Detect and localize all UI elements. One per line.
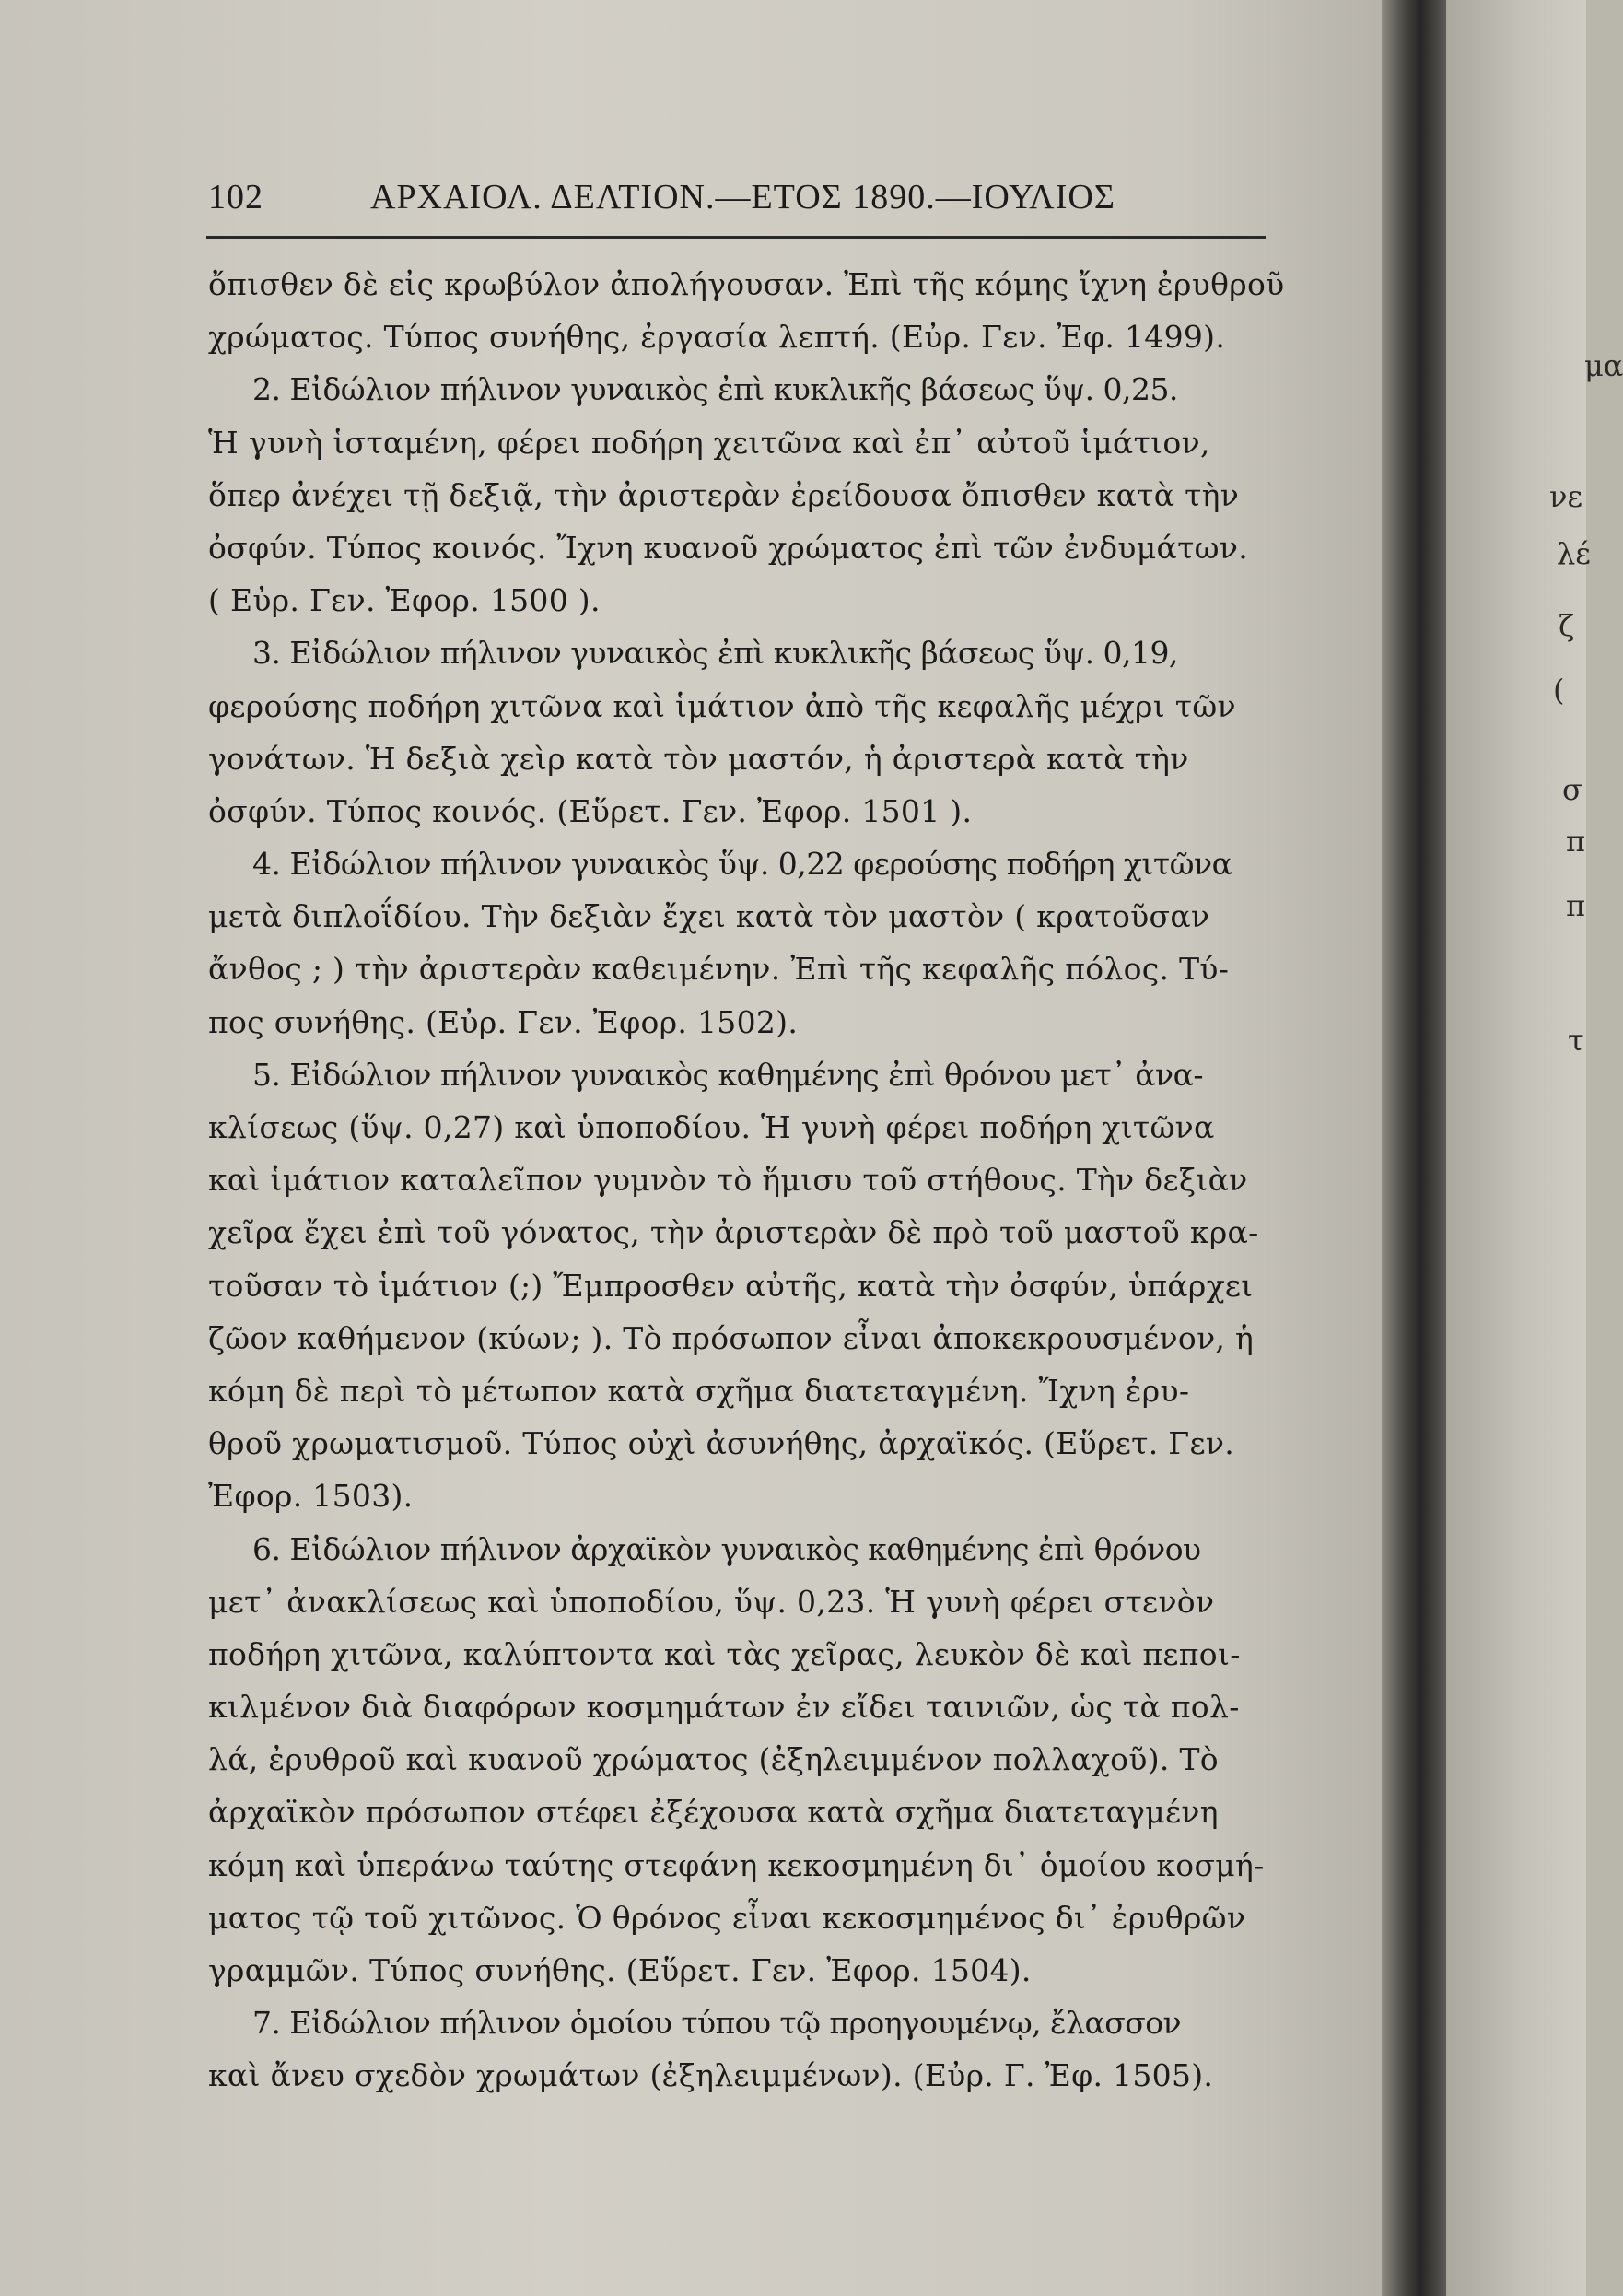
text-line: Ἡ γυνὴ ἱσταμένη, φέρει ποδήρη χειτῶνα καὶ ἐπ᾽ αὐτοῦ ἱμάτιον, xyxy=(208,424,1210,461)
page-body xyxy=(208,258,1295,2103)
entry-first-line: 5. Εἰδώλιον πήλινον γυναικὸς καθημένης ἐπὶ θρόνου μετ᾽ ἀνα- xyxy=(252,1056,1203,1093)
facing-page-fragment: μα xyxy=(1584,348,1623,383)
entry-first-line: 7. Εἰδώλιον πήλινον ὁμοίου τύπου τῷ προηγουμένῳ, ἔλασσον xyxy=(252,2005,1182,2042)
text-line: καὶ ἄνευ σχεδὸν χρωμάτων (ἐξηλειμμένων). (Εὐρ. Γ. Ἐφ. 1505). xyxy=(208,2057,1214,2094)
text-line: ματος τῷ τοῦ χιτῶνος. Ὁ θρόνος εἶναι κεκοσμημένος δι᾽ ἐρυθρῶν xyxy=(208,1899,1246,1936)
text-line: ( Εὐρ. Γεν. Ἐφορ. 1500 ). xyxy=(208,582,601,619)
text-line: ζῶον καθήμενον (κύων; ). Τὸ πρόσωπον εἶναι ἀποκεκρουσμένον, ἡ xyxy=(208,1319,1255,1356)
text-line: ποδήρη χιτῶνα, καλύπτοντα καὶ τὰς χεῖρας, λευκὸν δὲ καὶ πεποι- xyxy=(208,1635,1241,1672)
entry-first-line: 2. Εἰδώλιον πήλινον γυναικὸς ἐπὶ κυκλικῆς βάσεως ὕψ. 0,25. xyxy=(252,371,1178,408)
facing-page-fragment: π xyxy=(1566,824,1586,859)
facing-page-fragment: σ xyxy=(1562,772,1582,807)
facing-page-edge xyxy=(1446,0,1586,2296)
text-line: λά, ἐρυθροῦ καὶ κυανοῦ χρώματος (ἐξηλειμμένον πολλαχοῦ). Τὸ xyxy=(208,1741,1219,1778)
text-line: πος συνήθης. (Εὐρ. Γεν. Ἐφορ. 1502). xyxy=(208,1003,799,1040)
text-line: ἄνθος ; ) τὴν ἀριστερὰν καθειμένην. Ἐπὶ τῆς κεφαλῆς πόλος. Τύ- xyxy=(208,951,1230,988)
running-title: ΑΡΧΑΙΟΛ. ΔΕΛΤΙΟΝ.—ΕΤΟΣ 1890.—ΙΟΥΛΙΟΣ xyxy=(370,178,1115,217)
header-rule xyxy=(206,236,1266,239)
text-line: μετ᾽ ἀνακλίσεως καὶ ὑποποδίου, ὕψ. 0,23. Ἡ γυνὴ φέρει στενὸν xyxy=(208,1583,1215,1620)
book-gutter xyxy=(1382,0,1446,2296)
entry-first-line: 4. Εἰδώλιον πήλινον γυναικὸς ὕψ. 0,22 φερούσης ποδήρη χιτῶνα xyxy=(252,846,1232,883)
text-line: κιλμένον διὰ διαφόρων κοσμημάτων ἐν εἴδει ταινιῶν, ὡς τὰ πολ- xyxy=(208,1689,1240,1726)
entry-first-line: 6. Εἰδώλιον πήλινον ἀρχαϊκὸν γυναικὸς καθημένης ἐπὶ θρόνου xyxy=(252,1530,1201,1567)
text-line: κόμη δὲ περὶ τὸ μέτωπον κατὰ σχῆμα διατεταγμένη. Ἴχνη ἐρυ- xyxy=(208,1372,1190,1409)
text-line: φερούσης ποδήρη χιτῶνα καὶ ἱμάτιον ἀπὸ τῆς κεφαλῆς μέχρι τῶν xyxy=(208,687,1236,724)
page-number: 102 xyxy=(208,178,263,217)
text-line: καὶ ἱμάτιον καταλεῖπον γυμνὸν τὸ ἥμισυ τοῦ στήθους. Τὴν δεξιὰν xyxy=(208,1162,1248,1199)
facing-page-fragment: ζ xyxy=(1559,608,1575,643)
text-line: κλίσεως (ὕψ. 0,27) καὶ ὑποποδίου. Ἡ γυνὴ φέρει ποδήρη χιτῶνα xyxy=(208,1109,1215,1145)
text-line: ἀρχαϊκὸν πρόσωπον στέφει ἐξέχουσα κατὰ σχῆμα διατεταγμένη xyxy=(208,1794,1219,1831)
facing-page-fragment: ( xyxy=(1553,673,1565,708)
entry-first-line: 3. Εἰδώλιον πήλινον γυναικὸς ἐπὶ κυκλικῆς βάσεως ὕψ. 0,19, xyxy=(252,635,1178,672)
facing-page-fragment: π xyxy=(1566,888,1586,923)
facing-page-fragment: νε xyxy=(1549,479,1583,514)
text-line: γραμμῶν. Τύπος συνήθης. (Εὕρετ. Γεν. Ἐφορ. 1504). xyxy=(208,1952,1032,1988)
text-line: Ἐφορ. 1503). xyxy=(208,1478,414,1515)
text-line: θροῦ χρωματισμοῦ. Τύπος οὐχὶ ἀσυνήθης, ἀρχαϊκός. (Εὕρετ. Γεν. xyxy=(208,1425,1235,1462)
text-line: ὅπερ ἀνέχει τῇ δεξιᾷ, τὴν ἀριστερὰν ἐρείδουσα ὄπισθεν κατὰ τὴν xyxy=(208,476,1240,513)
text-line: ὄπισθεν δὲ εἰς κρωβύλον ἀπολήγουσαν. Ἐπὶ τῆς κόμης ἴχνη ἐρυθροῦ xyxy=(208,266,1285,302)
text-line: χεῖρα ἔχει ἐπὶ τοῦ γόνατος, τὴν ἀριστερὰν δὲ πρὸ τοῦ μαστοῦ κρα- xyxy=(208,1214,1259,1251)
text-line: ὀσφύν. Τύπος κοινός. Ἴχνη κυανοῦ χρώματος ἐπὶ τῶν ἐνδυμάτων. xyxy=(208,529,1249,566)
text-line: ὀσφύν. Τύπος κοινός. (Εὕρετ. Γεν. Ἐφορ. 1501 ). xyxy=(208,792,973,829)
running-header xyxy=(208,177,1267,225)
text-line: κόμη καὶ ὑπεράνω ταύτης στεφάνη κεκοσμημένη δι᾽ ὁμοίου κοσμή- xyxy=(208,1846,1265,1883)
text-line: τοῦσαν τὸ ἱμάτιον (;) Ἔμπροσθεν αὐτῆς, κατὰ τὴν ὀσφύν, ὑπάρχει xyxy=(208,1267,1254,1304)
text-line: χρώματος. Τύπος συνήθης, ἐργασία λεπτή. (Εὐρ. Γεν. Ἐφ. 1499). xyxy=(208,319,1226,356)
facing-page-fragment: τ xyxy=(1568,1023,1584,1058)
text-line: μετὰ διπλοΐδίου. Τὴν δεξιὰν ἔχει κατὰ τὸν μαστὸν ( κρατοῦσαν xyxy=(208,898,1210,935)
facing-page-fragment: λέ xyxy=(1557,536,1591,571)
text-line: γονάτων. Ἡ δεξιὰ χεὶρ κατὰ τὸν μαστόν, ἡ ἀριστερὰ κατὰ τὴν xyxy=(208,740,1189,777)
